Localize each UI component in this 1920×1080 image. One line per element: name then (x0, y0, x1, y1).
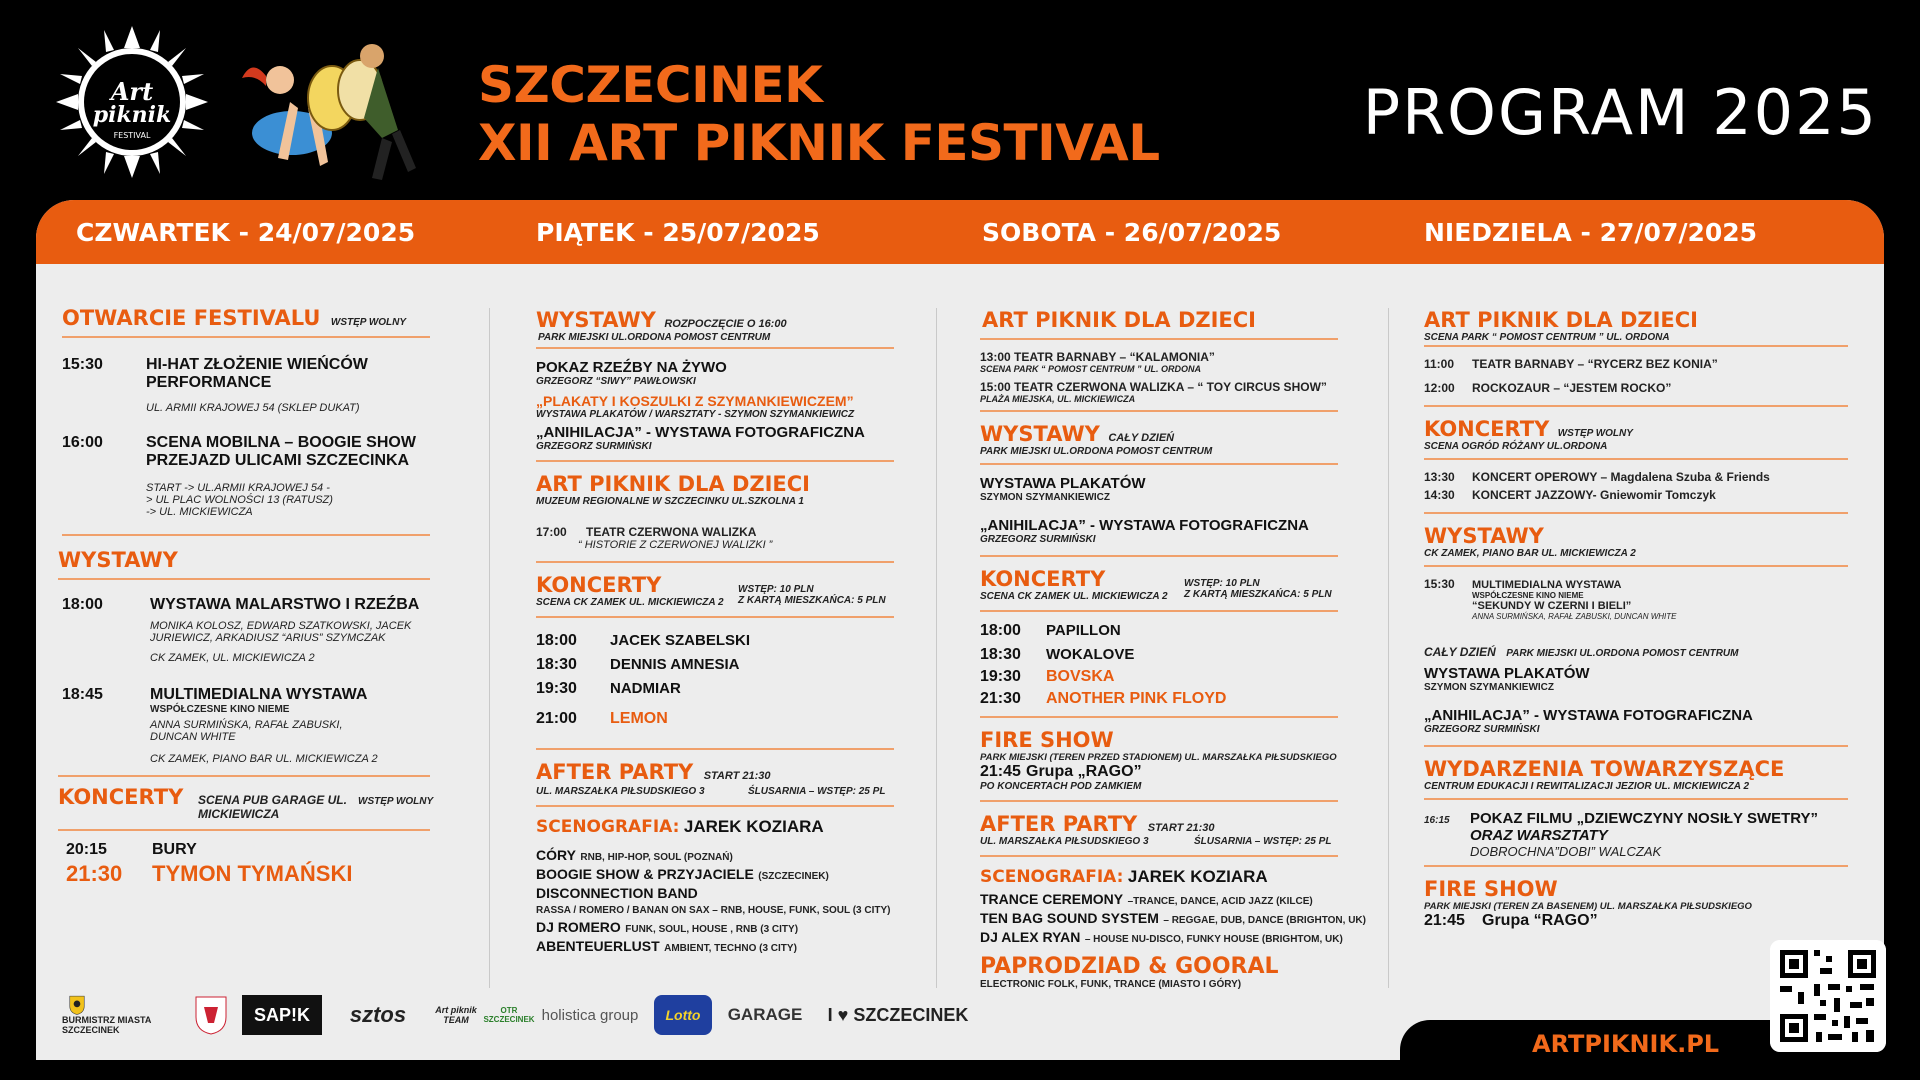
section-place: CENTRUM EDUKACJI I REWITALIZACJI JEZIOR UL. MICKIEWICZA 2 (1424, 781, 1749, 792)
dj-name: BOOGIE SHOW & PRZYJACIELE (536, 866, 754, 882)
event-place: CK ZAMEK, UL. MICKIEWICZA 2 (150, 652, 315, 664)
section-place: PARK MIEJSKI (TEREN PRZED STADIONEM) UL. MARSZAŁKA PIŁSUDSKIEGO (980, 752, 1337, 763)
event-who: GRZEGORZ SURMIŃSKI (980, 534, 1096, 545)
section-place: PARK MIEJSKI (TEREN ZA BASENEM) UL. MARSZAŁKA PIŁSUDSKIEGO (1424, 901, 1752, 912)
dj-list (980, 891, 1380, 948)
section-opening (58, 306, 458, 330)
concert-time: 18:00 (980, 622, 1021, 639)
event-item (536, 359, 936, 452)
event-who: DOBROCHNA”DOBI” WALCZAK (1470, 844, 1662, 859)
event-item (1424, 577, 1844, 621)
concert-time: 14:30 (1424, 488, 1455, 502)
divider (1424, 512, 1848, 514)
divider (980, 463, 1338, 465)
concert-time: 21:30 (980, 690, 1021, 707)
concert-time: 13:30 (1424, 470, 1455, 484)
dj-item (980, 929, 1380, 948)
event-route: START -> UL.ARMII KRAJOWEJ 54 -> UL PLAC WOLNOŚCI 13 (RATUSZ) -> UL. MICKIEWICZA (146, 482, 333, 518)
divider (980, 855, 1338, 857)
event-time: 15:30 (62, 356, 103, 373)
event-name: “SEKUNDY W CZERNI I BIELI” (1472, 600, 1632, 612)
event-title: MULTIMEDIALNA WYSTAWA (1472, 579, 1622, 591)
concert-list (1424, 470, 1844, 502)
price: ŚLUSARNIA – WSTĘP: 25 PL (1194, 836, 1332, 847)
scenography-name: JAREK KOZIARA (1127, 867, 1268, 886)
section-fire-show (980, 728, 1380, 792)
sponsor-art-piknik-team: Art piknik TEAM (435, 1005, 477, 1025)
section-title: AFTER PARTY (536, 760, 694, 784)
divider (980, 338, 1338, 340)
concert-time: 18:00 (536, 632, 577, 649)
concert-item (980, 646, 1380, 664)
concert-item (980, 690, 1380, 708)
start-note: ROZPOCZĘCIE O 16:00 (664, 318, 787, 330)
all-day-block (1424, 643, 1844, 735)
concert-time: 18:30 (980, 646, 1021, 663)
divider (980, 555, 1338, 557)
sponsor-garage: GARAGE (727, 1005, 803, 1024)
concert-time: 21:30 (66, 861, 123, 886)
event-time: 16:15 (1424, 815, 1450, 826)
concert-name: PAPILLON (1046, 622, 1121, 639)
sponsor-sapik: SAP!K (242, 995, 322, 1035)
concert-list (536, 632, 936, 728)
divider (536, 748, 894, 750)
section-title: SCENOGRAFIA: (980, 867, 1124, 887)
svg-text:Art: Art (110, 77, 154, 106)
section-title: FIRE SHOW (1424, 877, 1558, 901)
free-entry-note: WSTĘP WOLNY (330, 317, 407, 328)
festival-title (478, 56, 1160, 172)
event-item (58, 686, 458, 765)
event-item (58, 434, 458, 518)
event-title: POKAZ RZEŹBY NA ŻYWO (536, 359, 727, 376)
coat-of-arms-icon (62, 995, 92, 1015)
dj-desc: (SZCZECINEK) (758, 871, 829, 882)
section-title: SCENOGRAFIA: (536, 817, 680, 837)
event-item (58, 596, 458, 664)
event-title: „ANIHILACJA” - WYSTAWA FOTOGRAFICZNA (980, 517, 1309, 534)
event-title: WYSTAWA MALARSTWO I RZEŹBA (150, 596, 420, 613)
dj-desc: AMBIENT, TECHNO (3 CITY) (664, 943, 797, 954)
event-time: 21:45 (980, 763, 1021, 780)
section-scenography (980, 867, 1380, 887)
concert-item (536, 680, 936, 698)
event-time: 16:00 (62, 434, 103, 451)
section-place: SCENA PARK “ POMOST CENTRUM ” UL. ORDONA (1424, 332, 1670, 343)
sponsor-logos (62, 990, 978, 1040)
event-subtitle: ORAZ WARSZTATY (1470, 827, 1608, 844)
event-title: TEATR BARNABY – “KALAMONIA” (1014, 350, 1215, 364)
dj-name: DJ ROMERO (536, 919, 621, 935)
day-thursday: CZWARTEK - 24/07/2025 (76, 218, 416, 247)
concert-name: ANOTHER PINK FLOYD (1046, 690, 1227, 707)
concert-name: DENNIS AMNESIA (610, 656, 740, 673)
event-title: TEATR CZERWONA WALIZKA (586, 525, 757, 539)
section-exhibitions (536, 308, 936, 343)
divider (58, 829, 430, 831)
dj-name: DISCONNECTION BAND (536, 885, 698, 901)
event-place: CK ZAMEK, PIANO BAR UL. MICKIEWICZA 2 (150, 753, 378, 765)
event-item (1424, 357, 1844, 395)
free-entry-note: WSTĘP WOLNY (358, 796, 434, 807)
section-place: PARK MIEJSKI UL.ORDONA POMOST CENTRUM (538, 332, 771, 343)
sponsor-holistica: holistica group (541, 1006, 639, 1024)
sponsor-lotto: Lotto (654, 995, 712, 1035)
concert-item (536, 710, 936, 728)
section-place: PARK MIEJSKI UL.ORDONA POMOST CENTRUM (980, 446, 1213, 457)
divider (62, 336, 430, 338)
event-subtitle: WSPÓŁCZESNE KINO NIEME (1472, 591, 1584, 600)
concert-name: BOVSKA (1046, 668, 1115, 685)
event-artists: ANNA SURMIŃSKA, RAFAŁ ZABUSKI, DUNCAN WHITE (150, 719, 343, 743)
day-sunday: NIEDZIELA - 27/07/2025 (1424, 218, 1758, 247)
section-after-party (536, 760, 936, 797)
dj-desc: FUNK, SOUL, HOUSE , RNB (3 CITY) (625, 924, 799, 935)
event-time: 11:00 (1424, 357, 1455, 371)
section-kids (980, 308, 1380, 332)
event-title: „ANIHILACJA” - WYSTAWA FOTOGRAFICZNA (1424, 707, 1753, 724)
section-title: KONCERTY (58, 785, 184, 809)
dj-list (536, 847, 936, 957)
dj-name: TRANCE CEREMONY (980, 891, 1124, 907)
start-note: START 21:30 (703, 770, 771, 782)
concert-name: LEMON (610, 710, 668, 727)
mascot-illustration (232, 38, 422, 188)
concert-item (536, 632, 936, 650)
free-entry-note: WSTĘP WOLNY (1557, 428, 1633, 439)
section-exhibitions (58, 548, 458, 572)
sponsor-sztos: sztos (349, 1002, 407, 1027)
concert-time: 19:30 (980, 668, 1021, 685)
concert-time: 18:30 (536, 656, 577, 673)
event-who: WYSTAWA PLAKATÓW / WARSZTATY - SZYMON SZYMANKIEWICZ (536, 409, 855, 420)
all-day-note: CAŁY DZIEŃ (1424, 645, 1496, 659)
event-time: 18:45 (62, 686, 103, 703)
divider (536, 460, 894, 462)
event-who: SZYMON SZYMANKIEWICZ (980, 492, 1110, 503)
divider (1424, 865, 1848, 867)
section-fire-show (1424, 877, 1844, 930)
section-title: ART PIKNIK DLA DZIECI (536, 472, 810, 496)
headline-act: PAPRODZIAD & GOORAL (980, 954, 1279, 979)
dj-name: TEN BAG SOUND SYSTEM (980, 910, 1159, 926)
section-place: SCENA CK ZAMEK UL. MICKIEWICZA 2 (536, 597, 724, 608)
column-divider (1388, 308, 1389, 988)
event-time: 17:00 (536, 525, 567, 539)
section-place: UL. MARSZAŁKA PIŁSUDSKIEGO 3 (980, 836, 1149, 847)
section-concerts (980, 567, 1380, 602)
event-item (1424, 810, 1844, 859)
event-time: 15:30 (1424, 577, 1455, 591)
header (0, 0, 1920, 200)
sponsor-label: BURMISTRZ MIASTA SZCZECINEK (62, 1015, 151, 1035)
event-who: GRZEGORZ SURMIŃSKI (1424, 724, 1540, 735)
section-title: WYSTAWY (1424, 524, 1544, 548)
section-title: OTWARCIE FESTIVALU (62, 306, 321, 330)
event-who: GRZEGORZ “SIWY” PAWŁOWSKI (536, 376, 696, 387)
event-place: SCENA PARK “ POMOST CENTRUM ” UL. ORDONA (980, 364, 1202, 374)
concert-name: KONCERT OPEROWY – Magdalena Szuba & Friends (1472, 470, 1770, 484)
event-who: SZYMON SZYMANKIEWICZ (1424, 682, 1554, 693)
section-exhibitions (980, 422, 1380, 457)
divider (58, 578, 430, 580)
divider (536, 616, 894, 618)
dj-name: CÓRY (536, 847, 576, 863)
event-item (58, 356, 458, 414)
concert-time: 19:30 (536, 680, 577, 697)
section-concerts (536, 573, 936, 608)
svg-text:FESTIVAL: FESTIVAL (113, 131, 151, 140)
concert-item (980, 622, 1380, 640)
sponsor-burmistrz (62, 995, 180, 1035)
svg-text:piknik: piknik (92, 102, 172, 128)
region-coat-icon (194, 995, 228, 1035)
dj-desc: – REGGAE, DUB, DANCE (BRIGHTON, UK) (1163, 915, 1366, 926)
event-title: TEATR CZERWONA WALIZKA – “ TOY CIRCUS SHOW” (1014, 380, 1327, 394)
divider (1424, 405, 1848, 407)
divider (1424, 745, 1848, 747)
sponsor-i-love-szczecinek: I ♥ SZCZECINEK (827, 1004, 969, 1025)
all-day-note: CAŁY DZIEŃ (1108, 432, 1175, 444)
divider (62, 534, 430, 536)
event-title: TEATR BARNABY – “RYCERZ BEZ KONIA” (1472, 357, 1718, 371)
dj-desc: RASSA / ROMERO / BANAN ON SAX – RNB, HOUSE, FUNK, SOUL (3 CITY) (536, 905, 891, 916)
section-title: WYSTAWY (536, 308, 656, 332)
divider (1424, 798, 1848, 800)
dj-name: ABENTEUERLUST (536, 938, 660, 954)
section-title: ART PIKNIK DLA DZIECI (1424, 308, 1698, 332)
concert-place: SCENA PUB GARAGE UL. MICKIEWICZA (198, 793, 347, 821)
divider (536, 805, 894, 807)
concert-name: WOKALOVE (1046, 646, 1135, 663)
section-place: PARK MIEJSKI UL.ORDONA POMOST CENTRUM (1506, 648, 1739, 659)
event-time: 15:00 (980, 380, 1011, 394)
divider (1424, 565, 1848, 567)
divider (536, 347, 894, 349)
section-title: KONCERTY (980, 567, 1106, 591)
dj-item (536, 866, 936, 885)
section-exhibitions (1424, 524, 1844, 559)
event-title: „PLAKATY I KOSZULKI Z SZYMANKIEWICZEM” (536, 393, 854, 409)
price: WSTĘP: 10 PLN (738, 584, 814, 595)
section-scenography (536, 817, 936, 837)
concert-time: 20:15 (66, 841, 107, 858)
concert-name: TYMON TYMAŃSKI (152, 861, 353, 886)
dj-item (536, 885, 936, 902)
section-title: ART PIKNIK DLA DZIECI (982, 308, 1256, 332)
event-subtitle: “ HISTORIE Z CZERWONEJ WALIZKI ” (578, 539, 773, 551)
event-title: SCENA MOBILNA – BOOGIE SHOW PRZEJAZD ULICAMI SZCZECINKA (146, 434, 416, 469)
section-title: WYSTAWY (980, 422, 1100, 446)
event-title: MULTIMEDIALNA WYSTAWA (150, 686, 368, 703)
event-artists: ANNA SURMIŃSKA, RAFAŁ ZABUSKI, DUNCAN WHITE (1472, 612, 1677, 621)
column-friday (536, 264, 936, 1060)
concert-name: BURY (152, 841, 197, 858)
event-title: POKAZ FILMU „DZIEWCZYNY NOSIŁY SWETRY” (1470, 810, 1819, 827)
section-title: KONCERTY (1424, 417, 1550, 441)
section-concerts (58, 785, 458, 821)
dj-name: DJ ALEX RYAN (980, 929, 1081, 945)
website-link[interactable]: ARTPIKNIK.PL (1532, 1030, 1720, 1058)
concert-list (980, 622, 1380, 708)
dj-desc: –TRANCE, DANCE, ACID JAZZ (KILCE) (1127, 896, 1313, 907)
dj-item (536, 919, 936, 938)
day-saturday: SOBOTA - 26/07/2025 (982, 218, 1282, 247)
event-title: HI-HAT ZŁOŻENIE WIEŃCÓW PERFORMANCE (146, 356, 368, 391)
concert-item (58, 861, 458, 887)
section-place: SCENA CK ZAMEK UL. MICKIEWICZA 2 (980, 591, 1168, 602)
divider (58, 775, 430, 777)
art-piknik-logo (52, 22, 212, 182)
section-title: WYDARZENIA TOWARZYSZĄCE (1424, 757, 1785, 781)
column-divider (489, 308, 490, 988)
event-subtitle: WSPÓŁCZESNE KINO NIEME (150, 704, 290, 715)
section-place: SCENA OGRÓD RÓŻANY UL.ORDONA (1424, 441, 1608, 452)
section-title: WYSTAWY (58, 548, 178, 572)
section-place: CK ZAMEK, PIANO BAR UL. MICKIEWICZA 2 (1424, 548, 1636, 559)
event-time: 21:45 (1424, 912, 1465, 929)
event-title: ROCKOZAUR – “JESTEM ROCKO” (1472, 381, 1672, 395)
section-kids (1424, 308, 1844, 343)
dj-item (536, 847, 936, 866)
price-resident: Z KARTĄ MIESZKAŃCA: 5 PLN (1184, 589, 1332, 600)
dj-desc: – HOUSE NU-DISCO, FUNKY HOUSE (BRIGHTOM, UK) (1084, 934, 1343, 945)
divider (536, 561, 894, 563)
sponsor-otr: OTR SZCZECINEK (483, 1006, 535, 1024)
divider (1424, 345, 1848, 347)
divider (980, 610, 1338, 612)
event-item (980, 350, 1380, 404)
event-time: 12:00 (1424, 381, 1455, 395)
price-resident: Z KARTĄ MIESZKAŃCA: 5 PLN (738, 595, 886, 606)
concert-time: 21:00 (536, 710, 577, 727)
dj-desc: RNB, HIP-HOP, SOUL (POZNAŃ) (580, 852, 733, 863)
event-who: GRZEGORZ SURMIŃSKI (536, 441, 652, 452)
column-saturday (980, 264, 1380, 1060)
event-title: Grupa “RAGO” (1482, 912, 1598, 929)
event-note: PO KONCERTACH POD ZAMKIEM (980, 781, 1142, 792)
section-place: MUZEUM REGIONALNE W SZCZECINKU UL.SZKOLNA 1 (536, 496, 804, 507)
event-title: WYSTAWA PLAKATÓW (980, 475, 1146, 492)
start-note: START 21:30 (1147, 822, 1215, 834)
event-item (536, 525, 936, 539)
day-header-bar (36, 200, 1884, 264)
section-title: KONCERTY (536, 573, 662, 597)
section-kids (536, 472, 936, 551)
dj-item (980, 910, 1380, 929)
dj-item (980, 891, 1380, 910)
section-title: FIRE SHOW (980, 728, 1114, 752)
divider (1424, 458, 1848, 460)
dj-item (536, 938, 936, 957)
event-time: 18:00 (62, 596, 103, 613)
price: ŚLUSARNIA – WSTĘP: 25 PL (748, 786, 886, 797)
section-place: UL. MARSZAŁKA PIŁSUDSKIEGO 3 (536, 786, 705, 797)
schedule-board (36, 200, 1884, 1060)
price: WSTĘP: 10 PLN (1184, 578, 1260, 589)
divider (980, 410, 1338, 412)
concert-name: NADMIAR (610, 680, 681, 697)
event-title: Grupa „RAGO” (1026, 763, 1142, 780)
event-item (980, 475, 1380, 545)
column-divider (936, 308, 937, 988)
festival-title-line1: SZCZECINEK (478, 56, 823, 114)
section-concerts (1424, 417, 1844, 452)
day-friday: PIĄTEK - 25/07/2025 (536, 218, 820, 247)
festival-title-line2: XII ART PIKNIK FESTIVAL (478, 114, 1160, 172)
concert-item (980, 668, 1380, 686)
event-time: 13:00 (980, 350, 1011, 364)
concert-item (58, 841, 458, 859)
concert-name: JACEK SZABELSKI (610, 632, 751, 649)
concert-item (536, 656, 936, 674)
program-year: PROGRAM 2025 (1362, 76, 1878, 149)
event-artists: MONIKA KOLOSZ, EDWARD SZATKOWSKI, JACEK JURIEWICZ, ARKADIUSZ “ARIUS” SZYMCZAK (150, 620, 412, 644)
scenography-name: JAREK KOZIARA (683, 817, 824, 836)
headline-act-desc: ELECTRONIC FOLK, FUNK, TRANCE (MIASTO I GÓRY) (980, 979, 1242, 990)
section-title: AFTER PARTY (980, 812, 1138, 836)
event-place: PLAŻA MIEJSKA, UL. MICKIEWICZA (980, 394, 1136, 404)
event-place: UL. ARMII KRAJOWEJ 54 (SKLEP DUKAT) (146, 402, 360, 414)
event-title: WYSTAWA PLAKATÓW (1424, 665, 1590, 682)
qr-code[interactable] (1770, 940, 1886, 1052)
section-side-events (1424, 757, 1844, 792)
divider (980, 800, 1338, 802)
divider (980, 716, 1338, 718)
concert-name: KONCERT JAZZOWY- Gniewomir Tomczyk (1472, 488, 1716, 502)
event-title: „ANIHILACJA” - WYSTAWA FOTOGRAFICZNA (536, 424, 865, 441)
section-after-party (980, 812, 1380, 847)
column-thursday (58, 264, 458, 1060)
